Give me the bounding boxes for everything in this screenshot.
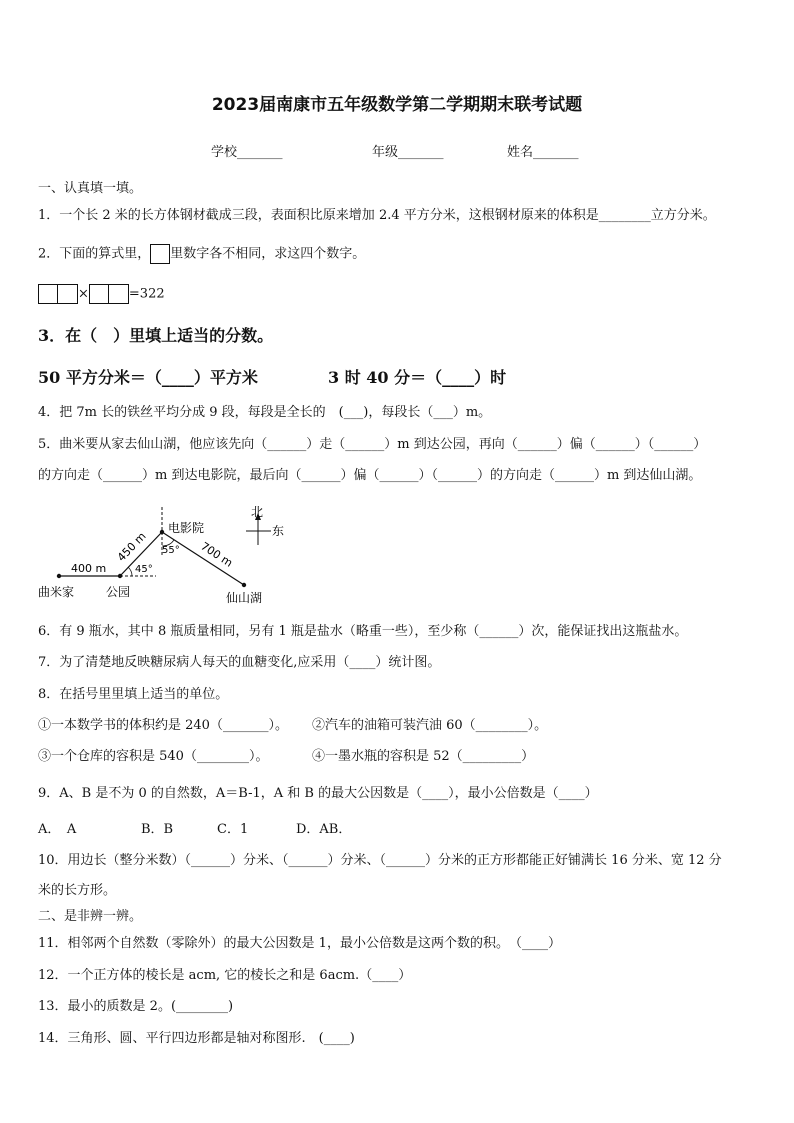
question-8b: ②汽车的油箱可装汽油 60（________）。 [312,718,548,733]
question-9: 9．A、B 是不为 0 的自然数，A＝B-1，A 和 B 的最大公因数是（____），最小公倍数是（____） [38,786,598,801]
question-9-option-c: C．1 [217,822,249,837]
section-2-heading: 二、是非辨一辨。 [38,909,143,924]
question-1: 1．一个长 2 米的长方体钢材截成三段，表面积比原来增加 2.4 平方分米，这根钢材原来的体积是________立方分米。 [38,208,716,223]
page-title: 2023届南康市五年级数学第二学期期末联考试题 [211,95,583,115]
park-point [118,574,122,578]
angle-55-label: 55° [162,545,180,556]
compass-east: 东 [272,524,285,538]
cinema-label: 电影院 [168,521,205,535]
question-8a: ①一本数学书的体积约是 240（_______）。 [38,718,288,733]
question-8c: ③一个仓库的容积是 540（________）。 [38,749,269,764]
question-4: 4．把 7m 长的铁丝平均分成 9 段，每段是全长的 (___)，每段长（___）m。 [38,405,492,420]
school-field: 学校_______ [211,145,283,160]
question-6: 6．有 9 瓶水，其中 8 瓶质量相同，另有 1 瓶是盐水（略重一些），至少称（______）次，能保证找出这瓶盐水。 [38,624,688,639]
question-5-line-2: 的方向走（______）m 到达电影院，最后向（______）偏（______）（______）的方向走（______）m 到达仙山湖。 [38,468,702,483]
question-2-prefix: 2．下面的算式里， [38,246,151,262]
home-label: 曲米家 [38,585,75,599]
question-10-line-1: 10．用边长（整分米数）（______）分米、（______）分米、（______）分米的正方形都能正好铺满长 16 分米、宽 12 分 [38,853,722,868]
question-2-suffix: 里数字各不相同，求这四个数字。 [170,246,366,262]
equation-result: =322 [128,286,165,302]
compass-north: 北 [251,505,264,519]
question-14: 14．三角形、圆、平行四边形都是轴对称图形. (____) [38,1031,355,1046]
distance-park-cinema: 450 m [114,529,149,565]
angle-45-arc [128,567,132,576]
lake-label: 仙山湖 [226,591,263,605]
question-9-option-a: A． A [38,822,77,837]
distance-home-park: 400 m [71,562,107,575]
name-field: 姓名_______ [507,145,579,160]
section-1-heading: 一、认真填一填。 [38,181,143,196]
question-8d: ④一墨水瓶的容积是 52（_________） [312,749,535,764]
cinema-point [160,530,164,534]
question-13: 13．最小的质数是 2。(________) [38,999,234,1014]
question-9-option-d: D．AB． [296,822,352,837]
lake-point [242,583,246,587]
home-point [57,574,61,578]
question-11: 11．相邻两个自然数（零除外）的最大公因数是 1，最小公倍数是这两个数的积。 （____） [38,936,561,951]
distance-cinema-lake: 700 m [198,539,235,570]
grade-field: 年级_______ [372,145,444,160]
question-5-line-1: 5．曲米要从家去仙山湖，他应该先向（______）走（______）m 到达公园，再向（______）偏（______）（______） [38,437,707,452]
question-8: 8．在括号里里填上适当的单位。 [38,687,229,702]
question-3: 3．在（ ）里填上适当的分数。 [38,326,274,345]
question-3b: 3 时 40 分＝（____）时 [328,368,507,387]
question-3a: 50 平方分米＝（____）平方米 [38,368,258,387]
times-sign: × [78,286,89,302]
question-7: 7．为了清楚地反映糖尿病人每天的血糖变化,应采用（____）统计图。 [38,655,441,670]
park-label: 公园 [106,585,131,599]
angle-45-label: 45° [135,564,153,575]
question-9-option-b: B．B [141,822,174,837]
question-10-line-2: 米的长方形。 [38,883,117,898]
question-12: 12．一个正方体的棱长是 acm, 它的棱长之和是 6acm.（____） [38,968,412,983]
